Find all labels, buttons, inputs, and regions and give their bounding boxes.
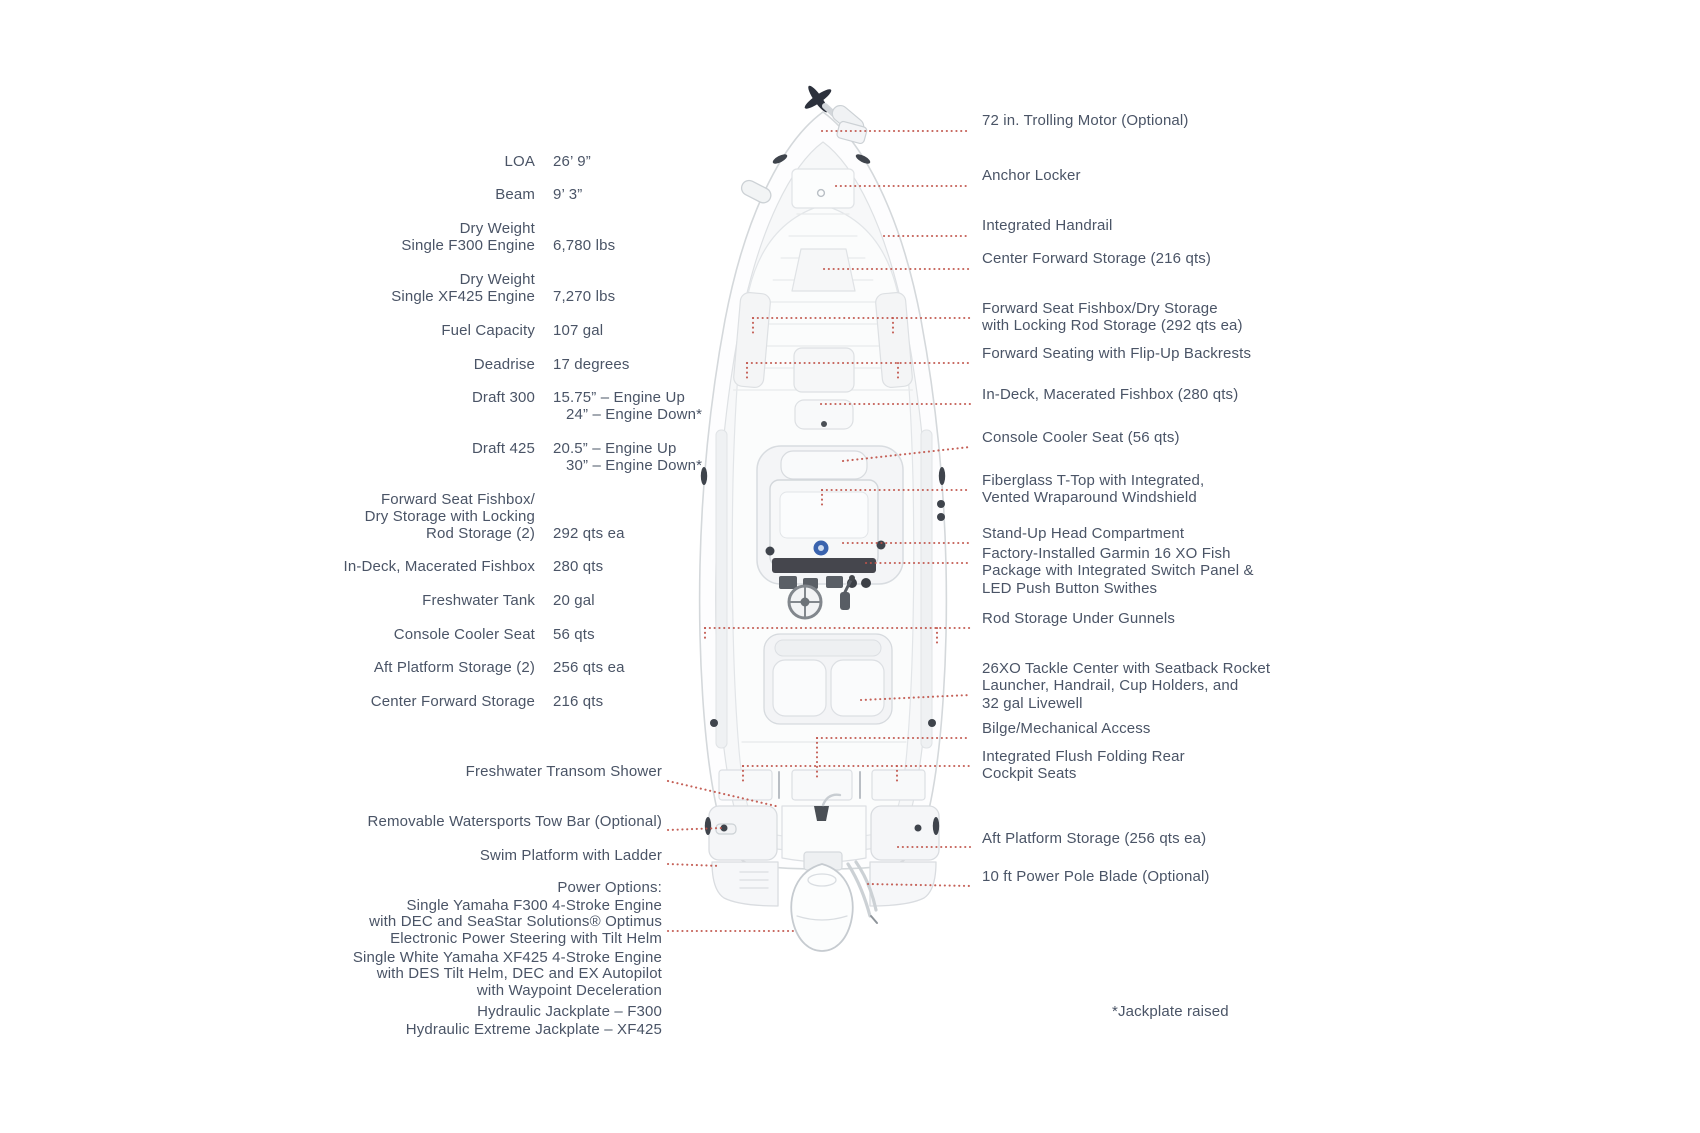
callout-aft-platform-storage-line: Aft Platform Storage (256 qts ea) bbox=[982, 830, 1207, 847]
callout-stand-up-head-line: Stand-Up Head Compartment bbox=[982, 525, 1185, 542]
spec-value bbox=[553, 525, 793, 542]
tackle-center-seat bbox=[764, 634, 892, 724]
callout-center-forward-storage bbox=[982, 250, 1312, 267]
center-forward-storage-hatch bbox=[792, 249, 855, 291]
spec-value-line: 30” – Engine Down* bbox=[566, 457, 703, 474]
callout-power-option-xf425-line: with Waypoint Deceleration bbox=[476, 981, 662, 999]
callout-console-cooler-seat bbox=[982, 429, 1312, 446]
callout-integrated-handrail-line: Integrated Handrail bbox=[982, 217, 1113, 234]
spec-label bbox=[205, 220, 535, 254]
callout-in-deck-fishbox bbox=[982, 386, 1312, 403]
callout-garmin-package-line: LED Push Button Swithes bbox=[982, 579, 1158, 597]
callout-rear-cockpit-seats bbox=[982, 748, 1312, 783]
callout-garmin-package bbox=[982, 545, 1312, 597]
callout-forward-seat-fishbox-line: with Locking Rod Storage (292 qts ea) bbox=[982, 317, 1243, 335]
spec-label-line: Rod Storage (2) bbox=[426, 525, 535, 542]
spec-label-line: In-Deck, Macerated Fishbox bbox=[343, 558, 535, 575]
callout-integrated-handrail bbox=[982, 217, 1312, 234]
spec-label-line: Dry Storage with Locking bbox=[364, 508, 535, 525]
callout-bilge-access-line: Bilge/Mechanical Access bbox=[982, 720, 1151, 737]
callout-power-option-f300-line: Single Yamaha F300 4-Stroke Engine bbox=[406, 897, 662, 914]
aft-platform-right bbox=[871, 806, 939, 860]
spec-value-line: 17 degrees bbox=[553, 356, 630, 373]
spec-value-line: 20.5” – Engine Up bbox=[553, 440, 677, 457]
spec-label-line: Console Cooler Seat bbox=[393, 626, 535, 643]
callout-freshwater-transom-shower-line: Freshwater Transom Shower bbox=[465, 763, 662, 780]
callout-anchor-locker bbox=[982, 167, 1312, 184]
spec-value-line: 9’ 3” bbox=[553, 186, 583, 203]
spec-label-line: Deadrise bbox=[473, 356, 535, 373]
console-top-face bbox=[780, 492, 868, 538]
spec-label-line: Draft 425 bbox=[471, 440, 535, 457]
anchor-locker-hatch bbox=[792, 169, 854, 208]
spec-value bbox=[553, 693, 793, 710]
spec-label-line: Dry Weight bbox=[459, 271, 535, 288]
spec-label bbox=[205, 592, 535, 609]
callout-in-deck-fishbox-line: In-Deck, Macerated Fishbox (280 qts) bbox=[982, 386, 1239, 403]
callout-stand-up-head bbox=[982, 525, 1312, 542]
footnote: *Jackplate raised bbox=[1112, 1003, 1229, 1020]
rod-storage-rail-right bbox=[921, 430, 932, 748]
callout-console-cooler-seat-line: Console Cooler Seat (56 qts) bbox=[982, 429, 1180, 446]
spec-value bbox=[553, 626, 793, 643]
callout-rod-storage-gunnels bbox=[982, 610, 1312, 627]
spec-value bbox=[553, 659, 793, 676]
spec-value bbox=[553, 592, 793, 609]
spec-value-line: 56 qts bbox=[553, 626, 595, 643]
callout-watersports-tow-bar-line: Removable Watersports Tow Bar (Optional) bbox=[367, 813, 662, 830]
spec-label-line: Beam bbox=[495, 186, 535, 203]
callout-tackle-center-line: 32 gal Livewell bbox=[982, 694, 1083, 712]
callout-tackle-center bbox=[982, 660, 1312, 712]
callout-bilge-access bbox=[982, 720, 1312, 737]
spec-label bbox=[205, 491, 535, 542]
spec-label bbox=[205, 693, 535, 710]
callout-trolling-motor-line: 72 in. Trolling Motor (Optional) bbox=[982, 112, 1189, 129]
spec-label bbox=[205, 389, 535, 406]
spec-label bbox=[205, 440, 535, 457]
callout-rear-cockpit-seats-line: Cockpit Seats bbox=[982, 765, 1077, 783]
callout-tackle-center-line: 26XO Tackle Center with Seatback Rocket bbox=[982, 660, 1271, 677]
spec-value bbox=[553, 389, 793, 423]
spec-value bbox=[553, 356, 793, 373]
spec-label-line: Draft 300 bbox=[471, 389, 535, 406]
steering-wheel bbox=[789, 586, 821, 618]
spec-label bbox=[205, 356, 535, 373]
callout-power-option-f300-line: Electronic Power Steering with Tilt Helm bbox=[390, 929, 662, 947]
spec-label-line: Aft Platform Storage (2) bbox=[373, 659, 535, 676]
callout-garmin-package-line: Factory-Installed Garmin 16 XO Fish bbox=[982, 545, 1231, 562]
spec-label-line: Single XF425 Engine bbox=[391, 288, 535, 305]
spec-label-line: Center Forward Storage bbox=[370, 693, 535, 710]
spec-label bbox=[205, 659, 535, 676]
callout-fiberglass-t-top-line: Vented Wraparound Windshield bbox=[982, 489, 1197, 507]
callout-rear-cockpit-seats-line: Integrated Flush Folding Rear bbox=[982, 748, 1185, 765]
spec-value bbox=[553, 237, 793, 254]
spec-label-line: Single F300 Engine bbox=[401, 237, 535, 254]
spec-label-line: LOA bbox=[504, 153, 535, 170]
callout-power-pole-blade bbox=[982, 868, 1312, 885]
spec-label-line: Freshwater Tank bbox=[422, 592, 535, 609]
callout-power-option-xf425 bbox=[232, 950, 662, 999]
callout-forward-seat-fishbox-line: Forward Seat Fishbox/Dry Storage bbox=[982, 300, 1218, 317]
spec-value-line: 216 qts bbox=[553, 693, 604, 710]
spec-value-line: 7,270 lbs bbox=[553, 288, 616, 305]
spec-value-line: 280 qts bbox=[553, 558, 604, 575]
spec-value-line: 24” – Engine Down* bbox=[566, 406, 703, 423]
callout-swim-platform bbox=[232, 847, 662, 864]
callout-watersports-tow-bar bbox=[232, 813, 662, 830]
callout-power-option-xf425-line: with DES Tilt Helm, DEC and EX Autopilot bbox=[376, 965, 662, 983]
callout-hydraulic-extreme-jackplate-xf425-line: Hydraulic Extreme Jackplate – XF425 bbox=[405, 1021, 662, 1038]
spec-value-line: 26’ 9” bbox=[553, 153, 591, 170]
rear-seat-hatches bbox=[719, 770, 925, 800]
spec-value-line: 15.75” – Engine Up bbox=[553, 389, 685, 406]
spec-value bbox=[553, 322, 793, 339]
callout-anchor-locker-line: Anchor Locker bbox=[982, 167, 1081, 184]
callout-swim-platform-line: Swim Platform with Ladder bbox=[479, 847, 662, 864]
spec-label bbox=[205, 558, 535, 575]
callout-power-pole-blade-line: 10 ft Power Pole Blade (Optional) bbox=[982, 868, 1210, 885]
spec-label bbox=[205, 153, 535, 170]
spec-value-line: 107 gal bbox=[553, 322, 604, 339]
callout-forward-seat-fishbox bbox=[982, 300, 1312, 335]
spec-label bbox=[205, 322, 535, 339]
callout-aft-platform-storage bbox=[982, 830, 1312, 847]
spec-value-line: 20 gal bbox=[553, 592, 595, 609]
spec-value-line: 256 qts ea bbox=[553, 659, 625, 676]
spec-label bbox=[205, 186, 535, 203]
callout-power-options-header-line: Power Options: bbox=[557, 879, 662, 896]
forward-console-seat bbox=[794, 348, 854, 392]
callout-power-option-f300-line: with DEC and SeaStar Solutions® Optimus bbox=[369, 913, 662, 931]
callout-forward-seating-line: Forward Seating with Flip-Up Backrests bbox=[982, 345, 1252, 362]
callout-hydraulic-jackplate-f300 bbox=[232, 1003, 662, 1020]
callout-forward-seating bbox=[982, 345, 1312, 362]
callout-fiberglass-t-top-line: Fiberglass T-Top with Integrated, bbox=[982, 472, 1205, 489]
callout-trolling-motor bbox=[982, 112, 1312, 129]
spec-value-line: 6,780 lbs bbox=[553, 237, 616, 254]
callout-power-option-f300 bbox=[232, 898, 662, 947]
spec-label-line: Dry Weight bbox=[459, 220, 535, 237]
callout-garmin-package-line: Package with Integrated Switch Panel & bbox=[982, 562, 1254, 580]
spec-label-line: Fuel Capacity bbox=[441, 322, 535, 339]
callout-hydraulic-extreme-jackplate-xf425 bbox=[232, 1021, 662, 1038]
callout-rod-storage-gunnels-line: Rod Storage Under Gunnels bbox=[982, 610, 1176, 627]
console-cooler-seat bbox=[781, 451, 867, 479]
spec-value bbox=[553, 186, 793, 203]
callout-power-option-xf425-line: Single White Yamaha XF425 4-Stroke Engine bbox=[352, 949, 662, 966]
spec-label bbox=[205, 626, 535, 643]
callout-fiberglass-t-top bbox=[982, 472, 1312, 507]
callout-freshwater-transom-shower bbox=[232, 763, 662, 780]
spec-value bbox=[553, 153, 793, 170]
callout-hydraulic-jackplate-f300-line: Hydraulic Jackplate – F300 bbox=[477, 1003, 662, 1020]
callout-power-options-header bbox=[232, 879, 662, 896]
spec-value bbox=[553, 288, 793, 305]
spec-value bbox=[553, 440, 793, 474]
spec-value-line: 292 qts ea bbox=[553, 525, 625, 542]
spec-label bbox=[205, 271, 535, 305]
spec-label-line: Forward Seat Fishbox/ bbox=[380, 491, 535, 508]
callout-tackle-center-line: Launcher, Handrail, Cup Holders, and bbox=[982, 677, 1239, 695]
spec-value bbox=[553, 558, 793, 575]
callout-center-forward-storage-line: Center Forward Storage (216 qts) bbox=[982, 250, 1212, 267]
garmin-button bbox=[814, 541, 829, 556]
